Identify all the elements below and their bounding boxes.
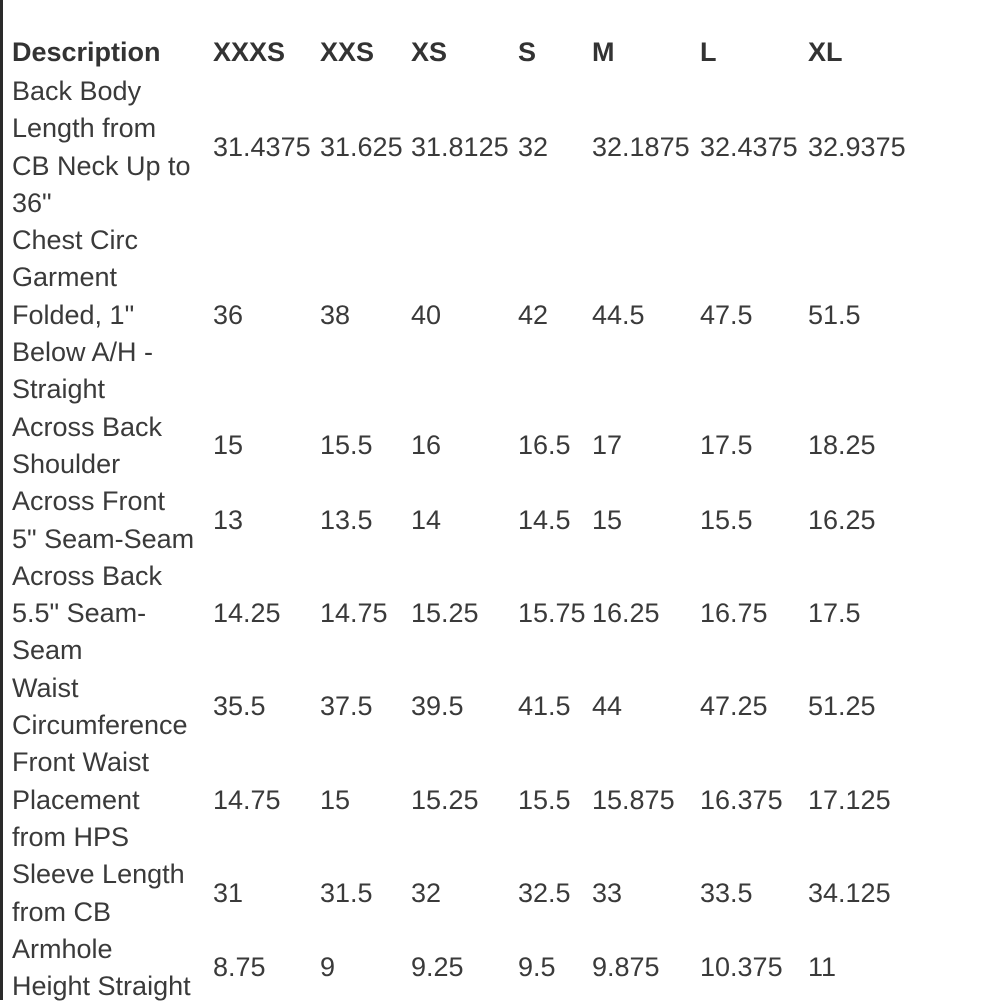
row-description — [12, 931, 213, 1005]
value-cell-s: 42 — [518, 299, 549, 330]
header-size-s: S — [518, 37, 537, 68]
value-cell-s: 9.5 — [518, 952, 556, 983]
value-cell-m: 16.25 — [592, 598, 660, 629]
table-row — [12, 409, 918, 484]
description-line: Shoulder — [12, 448, 121, 479]
description-line: Armhole — [12, 933, 113, 964]
value-cell-xxs: 14.75 — [320, 598, 388, 629]
value-cell-s: 15.5 — [518, 784, 571, 815]
value-cell-l: 32.4375 — [700, 131, 798, 162]
value-cell-xxxs: 35.5 — [213, 691, 266, 722]
value-cell-m: 44.5 — [592, 299, 645, 330]
value-cell-m: 33 — [592, 877, 623, 908]
value-cell-m: 17 — [592, 430, 623, 461]
value-cell-s: 32 — [518, 131, 549, 162]
value-cell-l: 47.25 — [700, 691, 768, 722]
value-cell-xxs: 13.5 — [320, 504, 373, 535]
table-body — [12, 73, 918, 1005]
description-line: Back Body — [12, 76, 142, 106]
row-description — [12, 409, 213, 484]
size-chart-table — [12, 33, 918, 1005]
table-row — [12, 558, 918, 670]
row-description — [12, 856, 213, 931]
row-description — [12, 744, 213, 856]
table-row — [12, 483, 918, 558]
value-cell-xl: 18.25 — [808, 430, 876, 461]
value-cell-m: 15 — [592, 504, 623, 535]
value-cell-m: 9.875 — [592, 952, 660, 983]
description-line: Chest Circ — [12, 225, 139, 256]
value-cell-s: 16.5 — [518, 430, 571, 461]
description-line: 36" — [12, 187, 52, 218]
row-description — [12, 558, 213, 670]
description-line: Height Straight — [12, 971, 191, 1002]
row-description — [12, 483, 213, 558]
description-line: Seam — [12, 635, 83, 666]
value-cell-xxs: 31.5 — [320, 877, 373, 908]
value-cell-s: 15.75 — [518, 598, 586, 629]
value-cell-xxs: 38 — [320, 299, 351, 330]
row-description — [12, 222, 213, 408]
description-line: 5.5" Seam- — [12, 598, 147, 629]
value-cell-xl: 32.9375 — [808, 131, 906, 162]
value-cell-xs: 39.5 — [411, 691, 464, 722]
value-cell-xxxs: 8.75 — [213, 952, 266, 983]
description-line: from CB — [12, 896, 112, 927]
value-cell-l: 17.5 — [700, 430, 753, 461]
value-cell-s: 14.5 — [518, 504, 571, 535]
table-row — [12, 670, 918, 745]
description-line: Folded, 1" — [12, 299, 135, 330]
header-size-xs: XS — [411, 37, 448, 68]
value-cell-xxs: 31.625 — [320, 131, 403, 162]
value-cell-xxxs: 13 — [213, 504, 244, 535]
description-line: Across Back — [12, 411, 163, 442]
header-size-xxxs: XXXS — [213, 37, 286, 68]
value-cell-l: 16.75 — [700, 598, 768, 629]
value-cell-xl: 17.5 — [808, 598, 861, 629]
value-cell-xxs: 15.5 — [320, 430, 373, 461]
value-cell-m: 15.875 — [592, 784, 675, 815]
description-line: Below A/H - — [12, 337, 154, 368]
value-cell-xxs: 9 — [320, 952, 336, 983]
value-cell-xl: 34.125 — [808, 877, 891, 908]
left-border-line — [0, 0, 3, 1000]
header-size-m: M — [592, 37, 615, 68]
description-line: Circumference — [12, 710, 188, 741]
table-row — [12, 856, 918, 931]
table-row — [12, 744, 918, 856]
value-cell-xs: 14 — [411, 504, 442, 535]
table-header-row — [12, 33, 918, 73]
header-size-xxs: XXS — [320, 37, 375, 68]
table-row — [12, 73, 918, 222]
value-cell-xs: 16 — [411, 430, 442, 461]
value-cell-xxxs: 36 — [213, 299, 244, 330]
row-description — [12, 670, 213, 745]
value-cell-l: 47.5 — [700, 299, 753, 330]
value-cell-xs: 31.8125 — [411, 131, 509, 162]
row-description — [12, 73, 213, 222]
description-line: Front Waist — [12, 747, 150, 778]
value-cell-xs: 9.25 — [411, 952, 464, 983]
value-cell-xxxs: 14.25 — [213, 598, 281, 629]
value-cell-l: 33.5 — [700, 877, 753, 908]
value-cell-xxxs: 14.75 — [213, 784, 281, 815]
header-description: Description — [12, 37, 161, 68]
value-cell-xxs: 37.5 — [320, 691, 373, 722]
value-cell-m: 44 — [592, 691, 623, 722]
value-cell-xs: 15.25 — [411, 784, 479, 815]
value-cell-l: 10.375 — [700, 952, 783, 983]
description-line: Placement — [12, 784, 140, 815]
description-line: Waist — [12, 672, 79, 703]
value-cell-xl: 17.125 — [808, 784, 891, 815]
header-size-l: L — [700, 37, 717, 68]
description-line: Across Front — [12, 486, 166, 517]
value-cell-xl: 11 — [808, 952, 837, 983]
value-cell-xl: 51.5 — [808, 299, 861, 330]
description-line: Garment — [12, 262, 118, 293]
description-line: CB Neck Up to — [12, 150, 191, 181]
value-cell-xs: 40 — [411, 299, 442, 330]
value-cell-xs: 15.25 — [411, 598, 479, 629]
value-cell-xl: 16.25 — [808, 504, 876, 535]
value-cell-l: 16.375 — [700, 784, 783, 815]
table-row — [12, 931, 918, 1005]
description-line: from HPS — [12, 821, 130, 852]
header-size-xl: XL — [808, 37, 843, 68]
value-cell-xxs: 15 — [320, 784, 351, 815]
value-cell-l: 15.5 — [700, 504, 753, 535]
value-cell-xxxs: 15 — [213, 430, 244, 461]
description-line: Sleeve Length — [12, 859, 185, 890]
value-cell-s: 41.5 — [518, 691, 571, 722]
value-cell-xxxs: 31.4375 — [213, 131, 311, 162]
table-row — [12, 222, 918, 408]
description-line: Across Back — [12, 560, 163, 591]
description-line: Length from — [12, 113, 157, 144]
description-line: 5" Seam-Seam — [12, 523, 195, 554]
value-cell-xxxs: 31 — [213, 877, 244, 908]
value-cell-s: 32.5 — [518, 877, 571, 908]
value-cell-m: 32.1875 — [592, 131, 690, 162]
value-cell-xl: 51.25 — [808, 691, 876, 722]
value-cell-xs: 32 — [411, 877, 442, 908]
description-line: Straight — [12, 374, 106, 405]
